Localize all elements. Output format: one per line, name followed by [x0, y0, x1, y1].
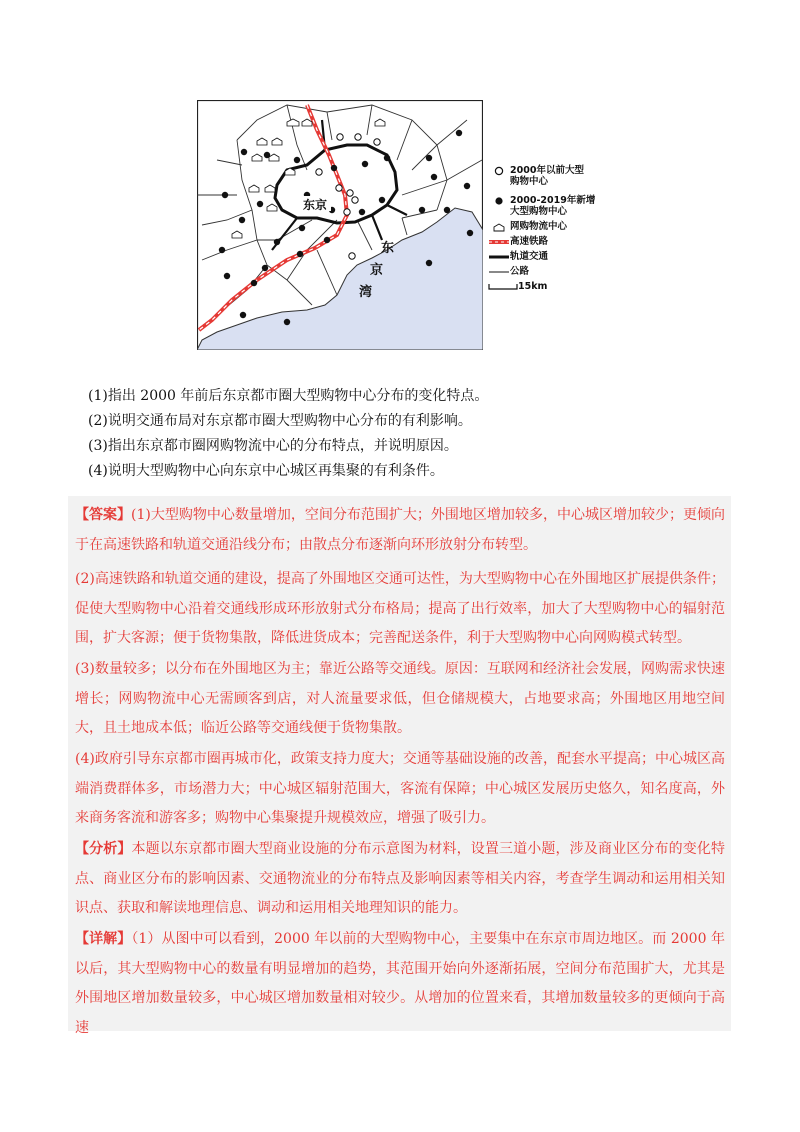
legend-new: 2000-2019年新增 大型购物中心	[488, 195, 608, 217]
question-1: (1)指出 2000 年前后东京都市圈大型购物中心分布的变化特点。	[88, 388, 489, 404]
hsr-line-icon	[488, 236, 510, 247]
legend-road: 公路	[488, 266, 608, 277]
warehouse-icon	[488, 221, 510, 232]
filled-circle-icon	[488, 195, 510, 206]
open-circle-icon	[488, 165, 510, 176]
road-line-icon	[488, 266, 510, 277]
question-4: (4)说明大型购物中心向东京中心城区再集聚的有利条件。	[88, 463, 444, 479]
legend-rail: 轨道交通	[488, 251, 608, 262]
detail-tag: 【详解】	[75, 931, 132, 947]
scale-bar-icon	[488, 281, 518, 292]
analysis-tag: 【分析】	[75, 841, 132, 857]
map-svg	[197, 100, 483, 350]
legend-logistics: 网购物流中心	[488, 221, 608, 232]
answer-p3: (3)数量较多；以分布在外围地区为主；靠近公路等交通线。原因：互联网和经济社会发展，网购需求快速增长；网购物流中心无需顾客到店，对人流量要求低，但仓储规模大，占地要求高；外围地区用地空间大，且土地成本低；临近公路等交通线便于货物集散。	[75, 661, 725, 736]
question-list	[88, 384, 748, 484]
legend-pre2000: 2000年以前大型 购物中心	[488, 165, 608, 187]
bay-char-2: 京	[370, 263, 384, 278]
answer-p2: (2)高速铁路和轨道交通的建设，提高了外围地区交通可达性，为大型购物中心在外围地区扩展提供条件；促使大型购物中心沿着交通线形成环形放射式分布格局；提高了出行效率，加大了大型购物中心的辐射范围，扩大客源；便于货物集散，降低进货成本；完善配送条件，利于大型购物中心向网购模式转型。	[75, 571, 725, 646]
analysis-paragraph: 【分析】本题以东京都市圈大型商业设施的分布示意图为材料，设置三道小题，涉及商业区分布的变化特点、商业区分布的影响因素、交通物流业的分布特点及影响因素等相关内容，考查学生调动和运用相关知识点、获取和解读地理信息、调动和运用相关地理知识的能力。	[75, 841, 726, 916]
rail-line-icon	[488, 251, 510, 262]
question-3: (3)指出东京都市圈网购物流中心的分布特点，并说明原因。	[88, 438, 458, 454]
answer-p1: 【答案】(1)大型购物中心数量增加，空间分布范围扩大；外围地区增加较多，中心城区增加较少；更倾向于在高速铁路和轨道交通沿线分布；由散点分布逐渐向环形放射分布转型。	[75, 507, 725, 553]
detail-paragraph: 【详解】（1）从图中可以看到，2000 年以前的大型购物中心，主要集中在东京市周边地区。而 2000 年以后，其大型购物中心的数量有明显增加的趋势，其范围开始向外逐渐拓展，空间分布范围扩大，尤其是外围地区增加数量较多，中心城区增加数量相对较少。从增加的位置来看，其增加数量较多的更倾向于高速	[75, 931, 726, 1036]
question-2: (2)说明交通布局对东京都市圈大型购物中心分布的有利影响。	[88, 413, 472, 429]
map-legend	[488, 165, 608, 296]
bay-char-3: 湾	[359, 285, 373, 300]
answer-p4: (4)政府引导东京都市圈再城市化，政策支持力度大；交通等基础设施的改善，配套水平提高；中心城区高端消费群体多，市场潜力大；中心城区辐射范围大，客流有保障；中心城区发展历史悠久，知名度高，外来商务客流和游客多；购物中心集聚提升规模效应，增强了吸引力。	[75, 751, 725, 826]
city-label: 东京	[303, 198, 328, 212]
tokyo-map	[197, 100, 483, 350]
answer-tag: 【答案】	[75, 507, 132, 523]
legend-scale: 15km	[488, 281, 608, 292]
legend-hsr: 高速铁路	[488, 236, 608, 247]
bay-char-1: 东	[381, 241, 395, 256]
